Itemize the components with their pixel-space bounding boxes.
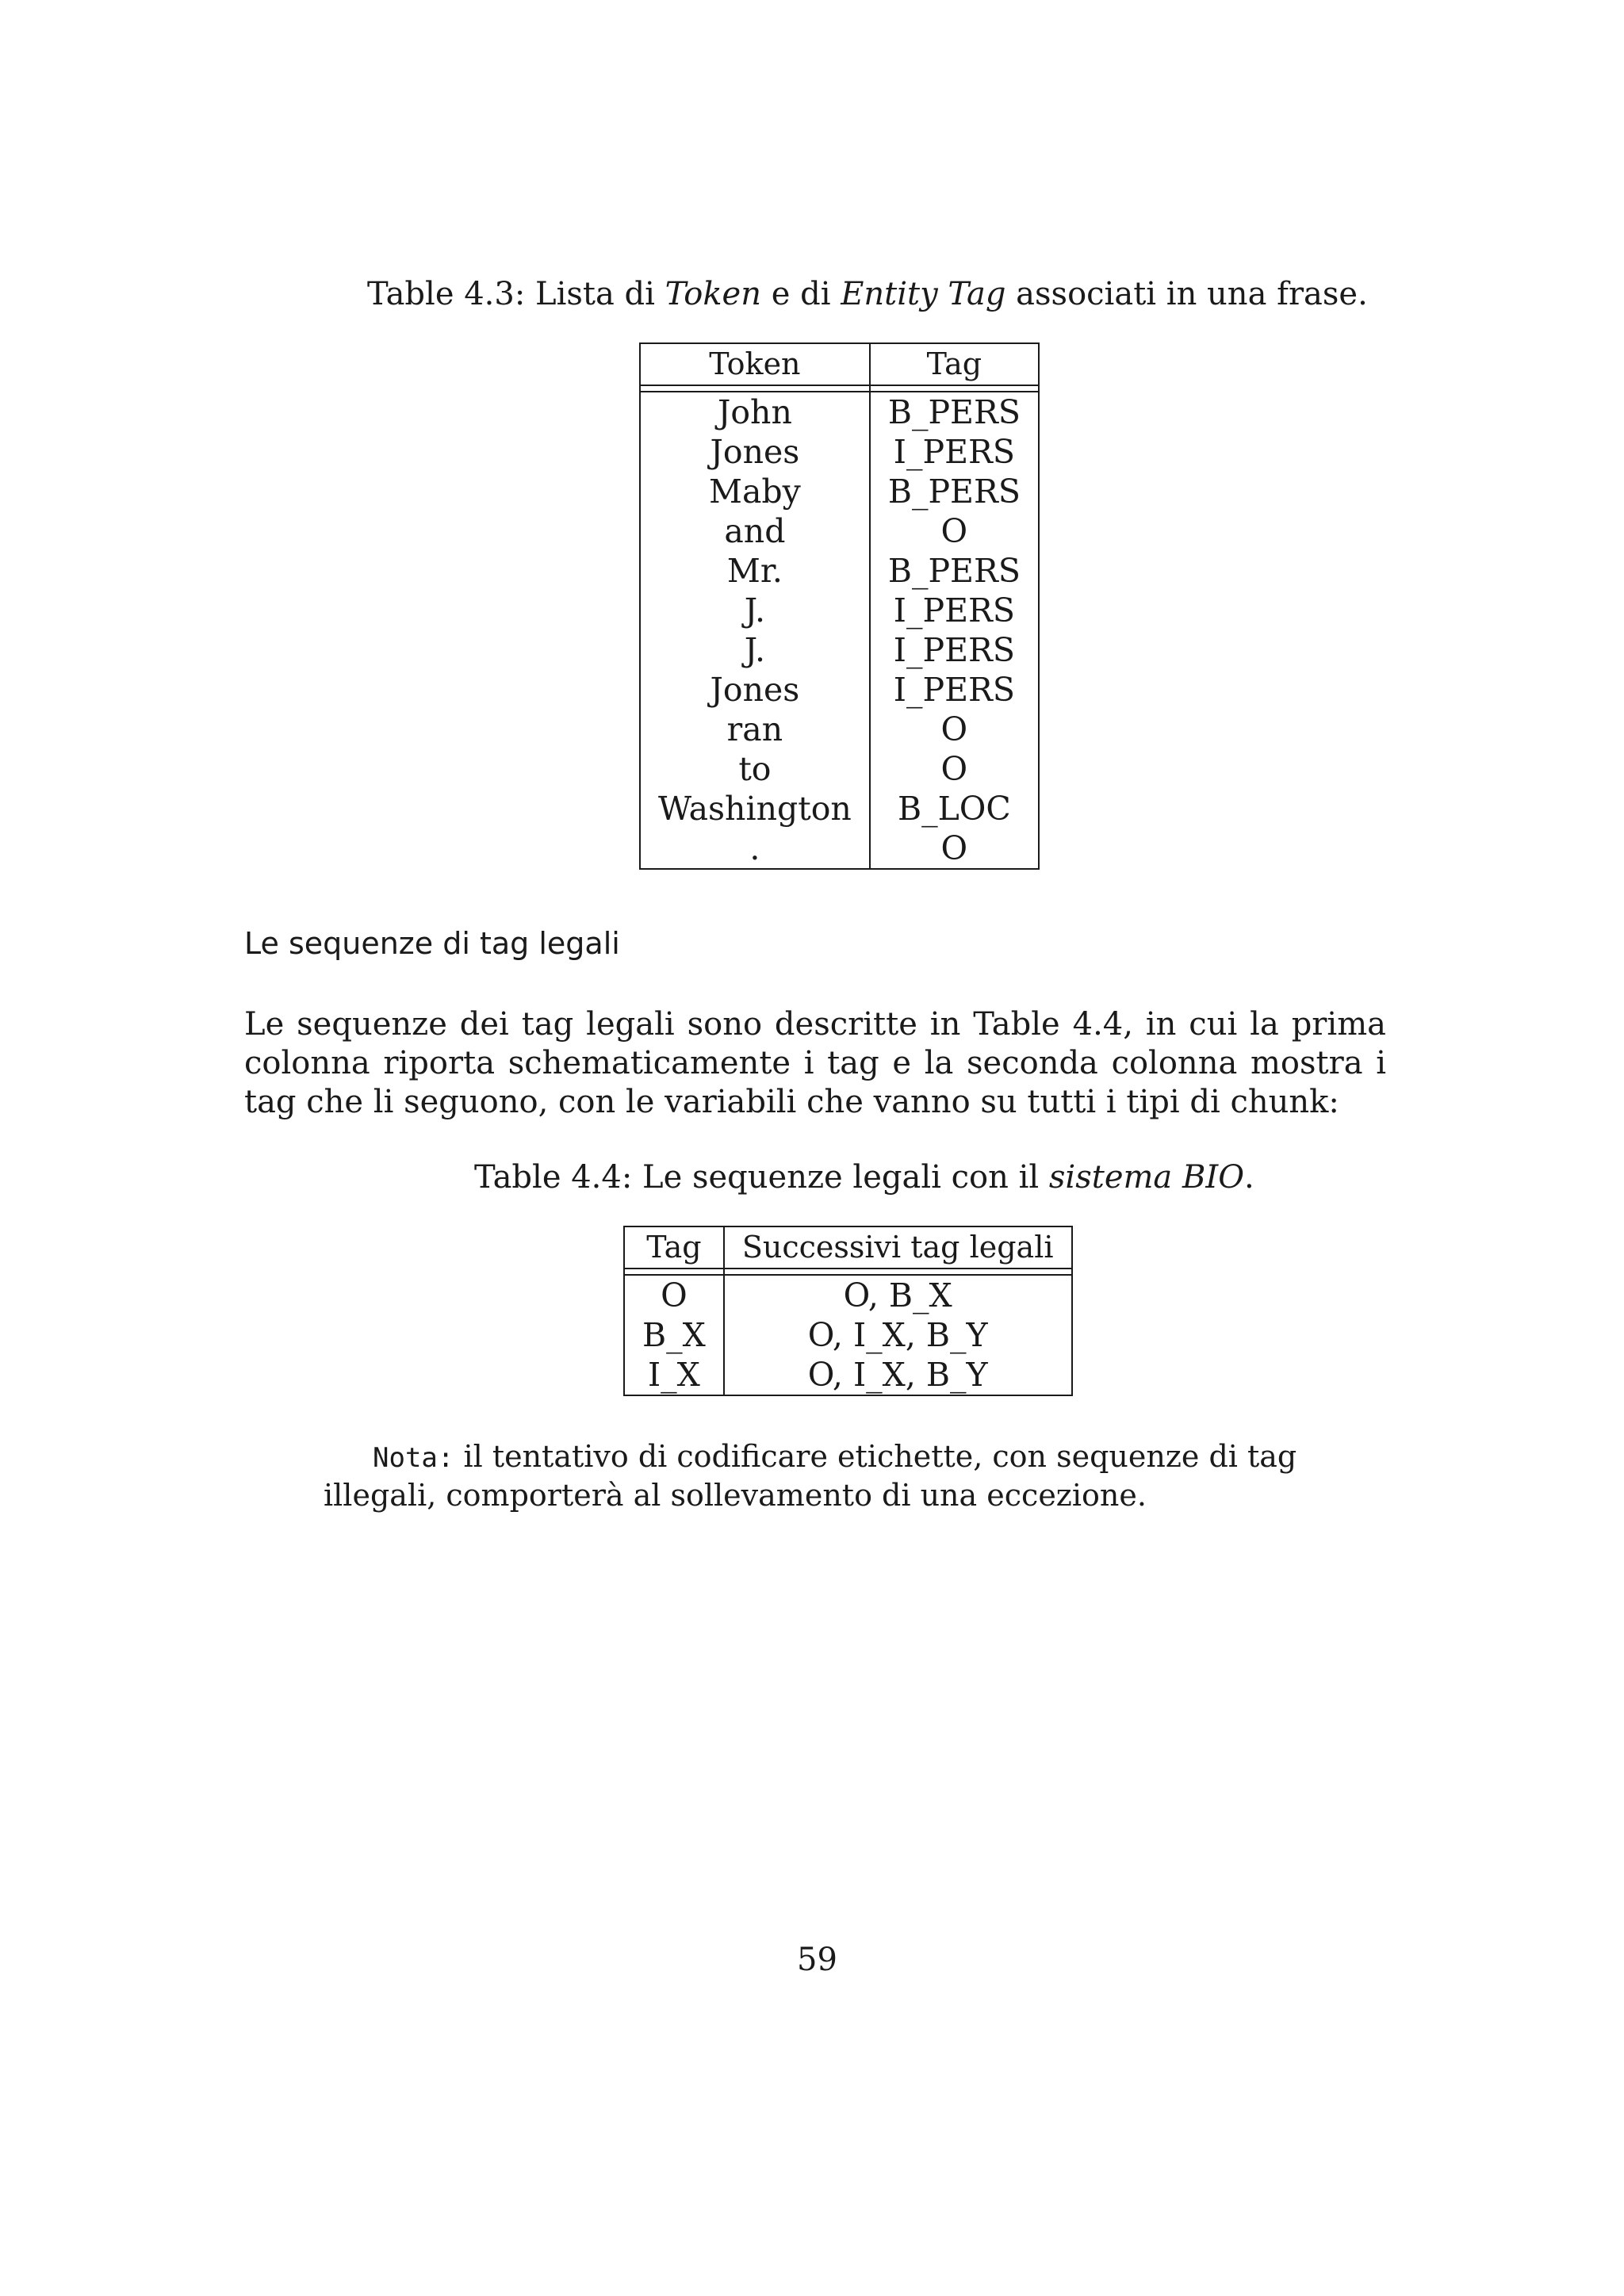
legal-seq-cell-col2: O, B_X — [724, 1275, 1072, 1315]
note-paragraph — [324, 1438, 1315, 1514]
caption-suffix: associati in una frase. — [1005, 276, 1368, 312]
legal-seq-cell-col1: O — [661, 1276, 688, 1314]
token-tag-cell-col1: to — [738, 750, 772, 788]
caption-entity-tag-term: Entity Tag — [841, 276, 1006, 312]
table-header-row — [624, 1226, 1072, 1269]
token-tag-cell-col2: B_LOC — [870, 789, 1039, 828]
token-tag-cell-col1: Washington — [658, 790, 852, 828]
token-tag-cell-col2: O — [870, 749, 1039, 789]
table-row — [640, 828, 1039, 869]
table-row — [640, 392, 1039, 432]
token-tag-cell-col1: and — [724, 512, 786, 550]
header-successivi: Successivi tag legali — [724, 1226, 1072, 1269]
table-row — [624, 1355, 1072, 1395]
token-tag-cell-col1: J. — [744, 631, 766, 669]
header-tag: Tag — [870, 343, 1039, 385]
header-tag: Tag — [646, 1230, 702, 1265]
token-tag-cell-col1: Jones — [710, 671, 800, 709]
table-row — [640, 789, 1039, 828]
token-tag-cell-col2: B_PERS — [870, 551, 1039, 591]
token-tag-cell-col2: I_PERS — [870, 670, 1039, 710]
legal-sequences-table — [623, 1226, 1073, 1396]
token-tag-cell-col2: B_PERS — [870, 392, 1039, 432]
page-number: 59 — [797, 1942, 837, 1978]
table-row — [640, 710, 1039, 749]
token-tag-cell-col1: J. — [744, 591, 766, 629]
body-paragraph: Le sequenze dei tag legali sono descritte in Table 4.4, in cui la prima colonna riporta schematicamente i tag e la seconda colonna mostra i tag che li seguono, con le variabili che vanno su tutti i tipi di chunk: — [244, 1006, 1386, 1120]
double-rule — [640, 385, 1039, 392]
token-tag-table — [639, 342, 1040, 870]
table-row — [640, 472, 1039, 511]
table-4-4-caption — [474, 1158, 1254, 1197]
token-tag-cell-col2: O — [870, 710, 1039, 749]
table-row — [624, 1315, 1072, 1355]
note-label: Nota: — [373, 1442, 454, 1474]
caption-prefix: Table 4.4: Le sequenze legali con il — [474, 1159, 1049, 1196]
token-tag-cell-col1: Maby — [708, 473, 801, 511]
token-tag-cell-col1: ran — [726, 710, 783, 748]
table-row — [640, 511, 1039, 551]
table-header-row — [640, 343, 1039, 385]
token-tag-cell-col1: . — [749, 829, 760, 867]
legal-seq-cell-col1: B_X — [642, 1316, 706, 1354]
caption-suffix: . — [1243, 1159, 1254, 1196]
double-rule — [624, 1269, 1072, 1275]
token-tag-cell-col2: I_PERS — [870, 630, 1039, 670]
token-tag-cell-col1: Mr. — [726, 552, 783, 590]
token-tag-cell-col2: O — [870, 511, 1039, 551]
token-tag-cell-col2: I_PERS — [870, 432, 1039, 472]
table-row — [640, 432, 1039, 472]
table-row — [624, 1275, 1072, 1315]
legal-seq-cell-col1: I_X — [647, 1356, 700, 1394]
legal-seq-cell-col2: O, I_X, B_Y — [724, 1315, 1072, 1355]
table-row — [640, 670, 1039, 710]
token-tag-cell-col2: B_PERS — [870, 472, 1039, 511]
note-text: il tentativo di codificare etichette, con sequenze di tag illegali, comporterà al sollevamento di una eccezione. — [324, 1439, 1297, 1513]
token-tag-cell-col1: Jones — [710, 433, 800, 471]
table-row — [640, 591, 1039, 630]
table-row — [640, 749, 1039, 789]
caption-token-term: Token — [665, 276, 761, 312]
token-tag-cell-col2: I_PERS — [870, 591, 1039, 630]
caption-mid: e di — [760, 276, 841, 312]
token-tag-cell-col1: John — [717, 393, 792, 431]
caption-prefix: Table 4.3: Lista di — [367, 276, 665, 312]
header-token: Token — [709, 346, 801, 381]
legal-seq-cell-col2: O, I_X, B_Y — [724, 1355, 1072, 1395]
table-row — [640, 551, 1039, 591]
table-row — [640, 630, 1039, 670]
section-heading: Le sequenze di tag legali — [244, 926, 620, 961]
token-tag-cell-col2: O — [870, 828, 1039, 869]
table-4-3-caption — [367, 274, 1368, 314]
caption-bio-term: sistema BIO — [1048, 1159, 1244, 1196]
